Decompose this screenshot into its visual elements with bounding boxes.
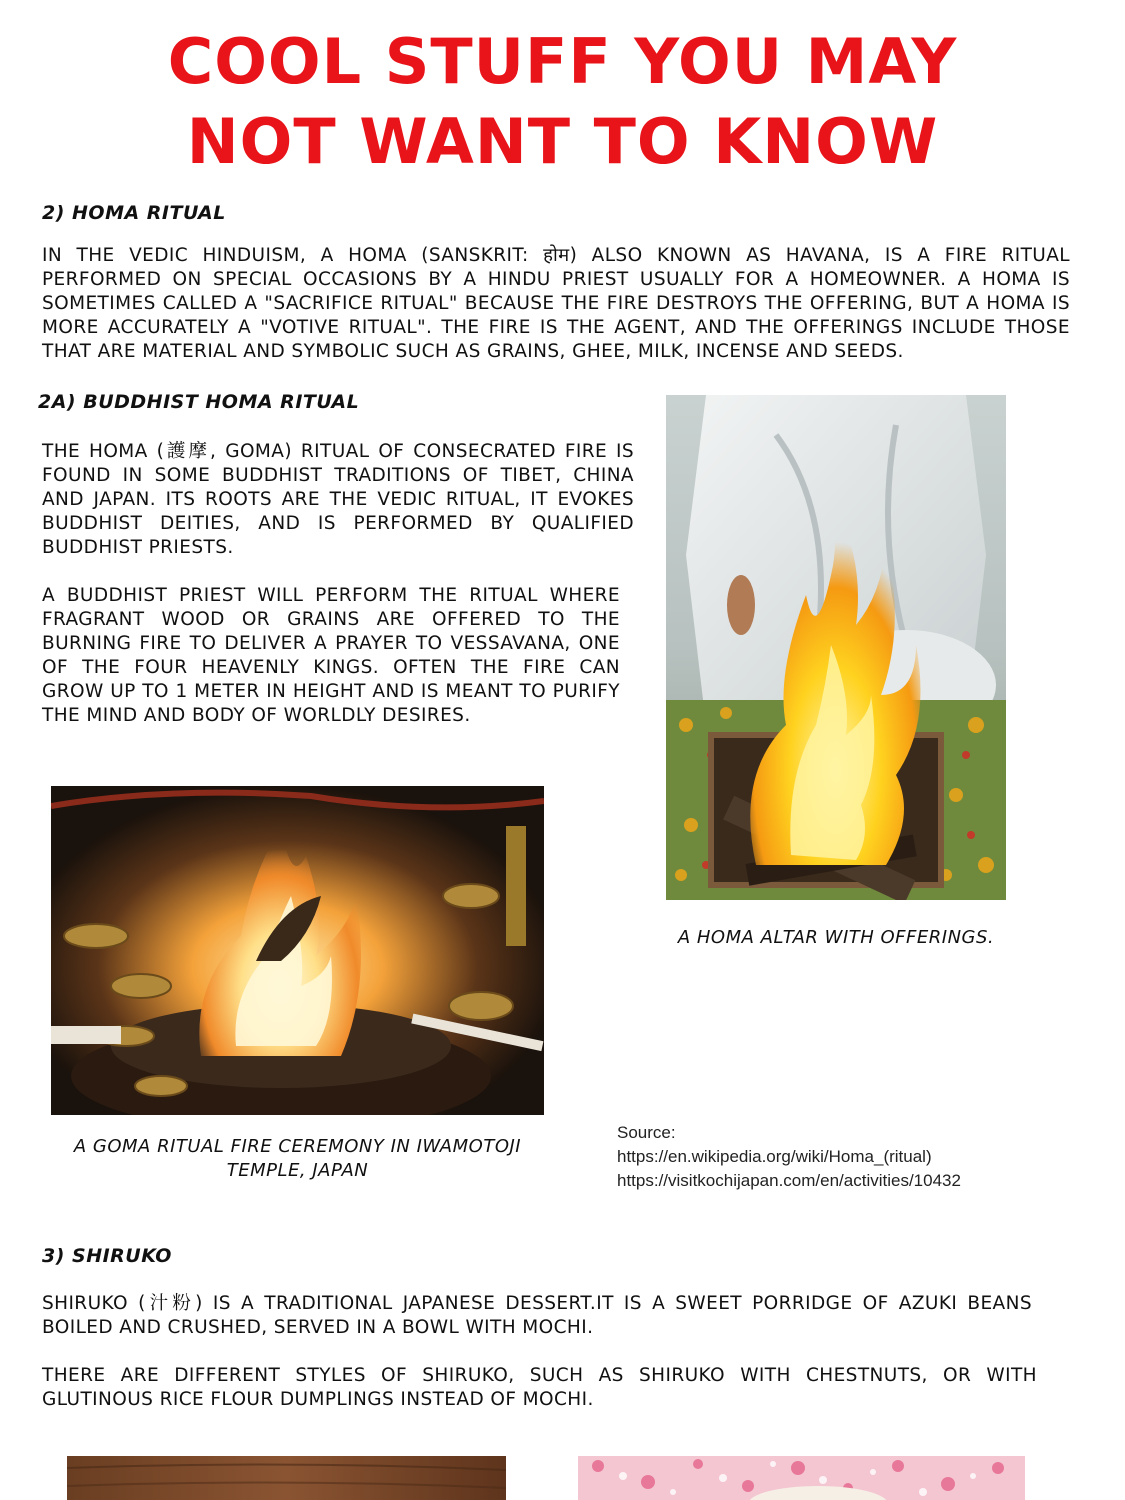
source-label: Source: (617, 1123, 676, 1142)
shiruko-photo-left (67, 1456, 506, 1500)
page-title-line-2: NOT WANT TO KNOW (186, 105, 939, 178)
buddhist-paragraph-2 (42, 584, 620, 728)
homa-paragraph (42, 244, 1070, 364)
source-block (617, 1121, 961, 1193)
homa-heading: 2) HOMA RITUAL (42, 202, 226, 224)
shiruko-paragraph-2 (42, 1364, 1037, 1412)
homa-altar-photo (666, 395, 1006, 900)
buddhist-heading: 2A) BUDDHIST HOMA RITUAL (38, 391, 360, 413)
goma-ceremony-photo (51, 786, 544, 1115)
source-link-visitkochi[interactable]: https://visitkochijapan.com/en/activities/10432 (617, 1171, 961, 1190)
shiruko-heading: 3) SHIRUKO (42, 1245, 172, 1267)
buddhist-text-2: A BUDDHIST PRIEST WILL PERFORM THE RITUAL WHERE FRAGRANT WOOD OR GRAINS ARE OFFERED TO THE BURNING FIRE TO DELIVER A PRAYER TO VESSAVANA, ONE OF THE FOUR HEAVENLY KINGS. OFTEN THE FIRE CAN GROW UP TO 1 METER IN HEIGHT AND IS MEANT TO PURIFY THE MIND AND BODY OF WORLDLY DESIRES. (42, 585, 620, 726)
shiruko-text-1: SHIRUKO (汁粉) IS A TRADITIONAL JAPANESE DESSERT.IT IS A SWEET PORRIDGE OF AZUKI BEANS BOILED AND CRUSHED, SERVED IN A BOWL WITH MOCHI. (42, 1293, 1032, 1338)
altar-caption: A HOMA ALTAR WITH OFFERINGS. (677, 927, 995, 948)
goma-caption: A GOMA RITUAL FIRE CEREMONY IN IWAMOTOJI TEMPLE, JAPAN (73, 1136, 522, 1181)
homa-text: IN THE VEDIC HINDUISM, A HOMA (SANSKRIT: होम) ALSO KNOWN AS HAVANA, IS A FIRE RITUAL PERFORMED ON SPECIAL OCCASIONS BY A HINDU PRIEST USUALLY FOR A HOMEOWNER. A HOMA IS SOMETIMES CALLED A "SACRIFICE RITUAL" BECAUSE THE FIRE DESTROYS THE OFFERING, BUT A HOMA IS MORE ACCURATELY A "VOTIVE RITUAL". THE FIRE IS THE AGENT, AND THE OFFERINGS INCLUDE THOSE THAT ARE MATERIAL AND SYMBOLIC SUCH AS GRAINS, GHEE, MILK, INCENSE AND SEEDS. (42, 245, 1070, 362)
source-link-wikipedia[interactable]: https://en.wikipedia.org/wiki/Homa_(ritual) (617, 1147, 932, 1166)
shiruko-text-2: THERE ARE DIFFERENT STYLES OF SHIRUKO, SUCH AS SHIRUKO WITH CHESTNUTS, OR WITH GLUTINOUS RICE FLOUR DUMPLINGS INSTEAD OF MOCHI. (42, 1365, 1037, 1410)
shiruko-photo-right (578, 1456, 1025, 1500)
shiruko-paragraph-1 (42, 1292, 1032, 1340)
page-title-line-1: COOL STUFF YOU MAY (167, 25, 958, 98)
buddhist-text-1: THE HOMA (護摩, GOMA) RITUAL OF CONSECRATED FIRE IS FOUND IN SOME BUDDHIST TRADITIONS OF TIBET, CHINA AND JAPAN. ITS ROOTS ARE THE VEDIC RITUAL, IT EVOKES BUDDHIST DEITIES, AND IS PERFORMED BY QUALIFIED BUDDHIST PRIESTS. (42, 441, 634, 558)
buddhist-paragraph-1 (42, 440, 634, 560)
